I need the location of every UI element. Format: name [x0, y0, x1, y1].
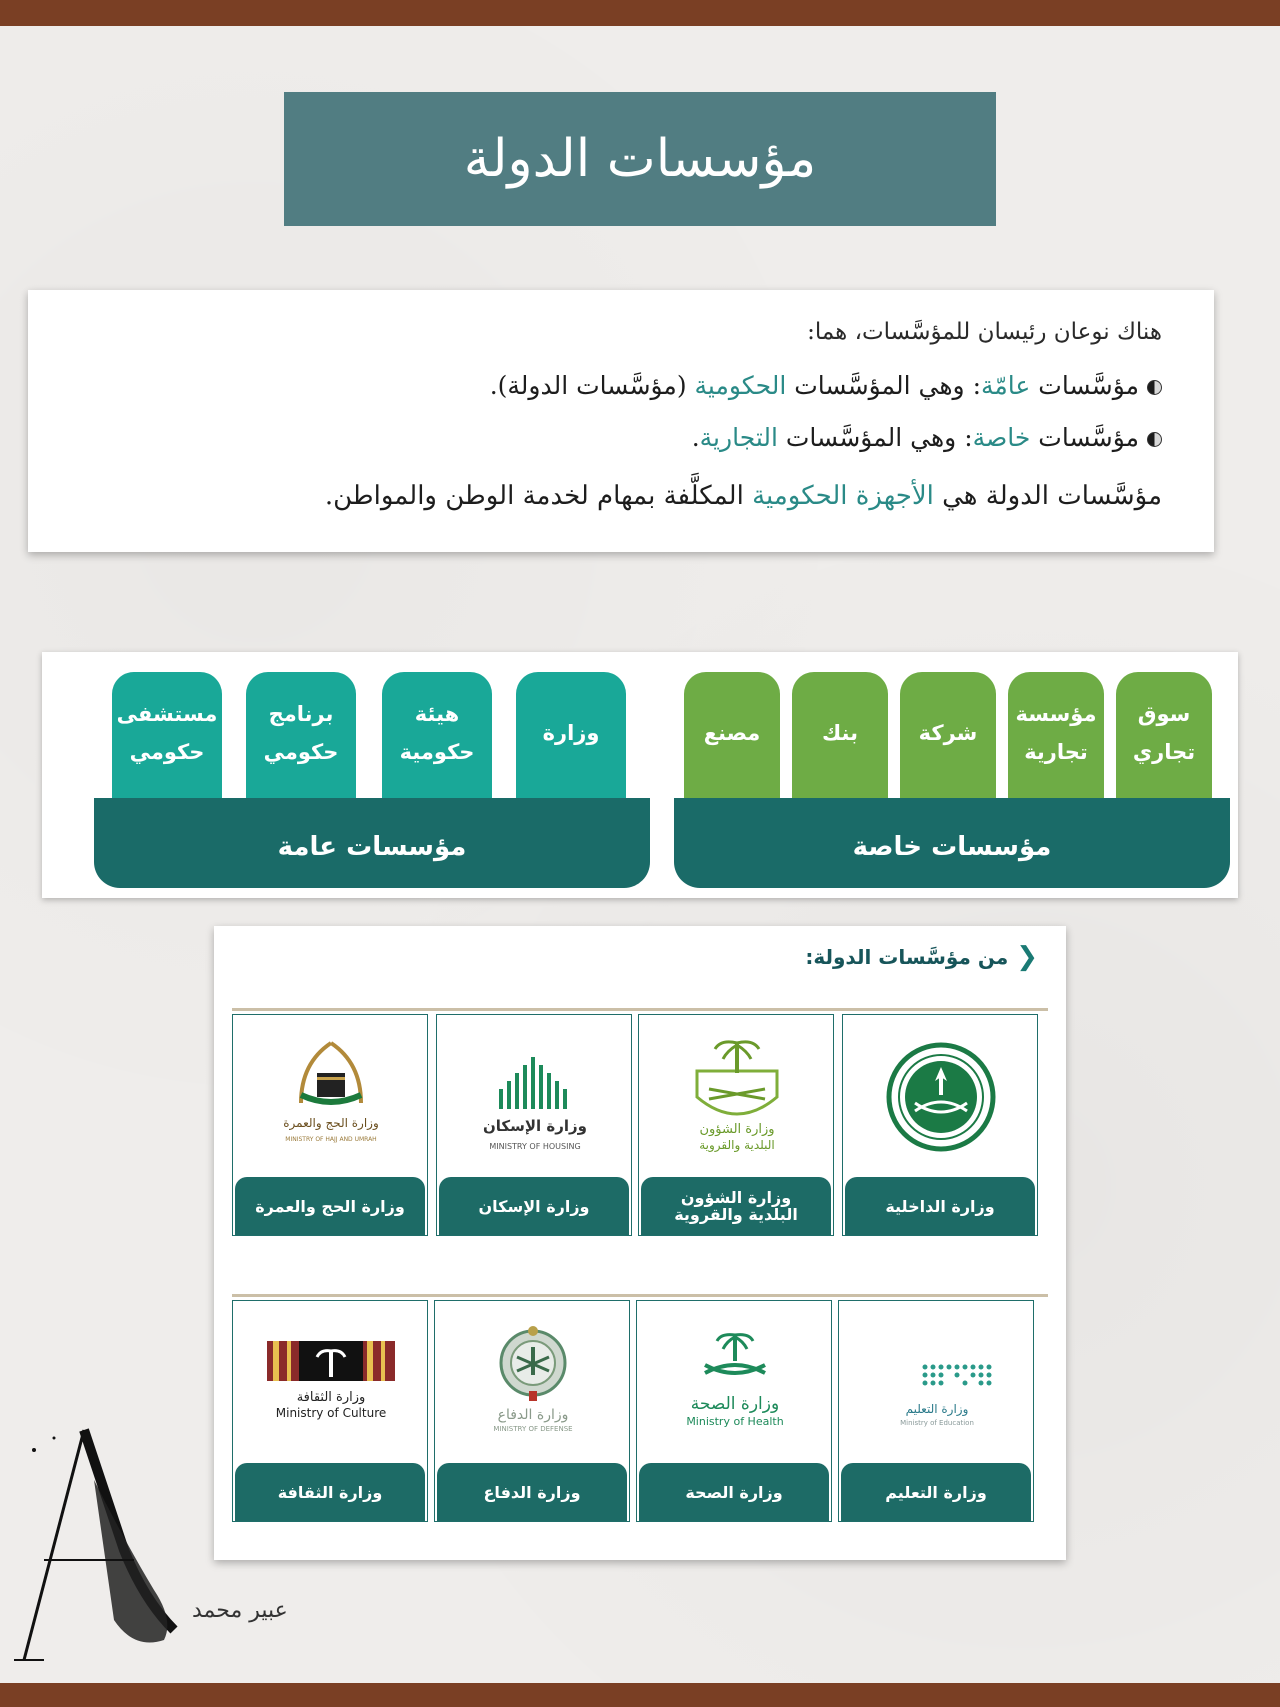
author-name: عبير محمد [192, 1598, 288, 1623]
svg-text:Ministry of Culture: Ministry of Culture [275, 1406, 387, 1420]
svg-text:وزارة الشؤون: وزارة الشؤون [699, 1122, 775, 1137]
tile-bank: بنك [792, 672, 888, 802]
svg-text:البلدية والقروية: البلدية والقروية [699, 1138, 775, 1152]
card-label: وزارة الصحة [639, 1463, 829, 1521]
tile-government-authority: هيئة حكومية [382, 672, 492, 802]
svg-text:وزارة الثقافة: وزارة الثقافة [296, 1390, 366, 1405]
tile-factory: مصنع [684, 672, 780, 802]
hajj-umrah-logo-icon [233, 1015, 427, 1175]
public-definition: مؤسَّسات عامّة: وهي المؤسَّسات الحكومية (مؤسَّسات الدولة). [80, 360, 1162, 412]
svg-text:MINISTRY OF HOUSING: MINISTRY OF HOUSING [489, 1142, 581, 1151]
public-institutions-bar: مؤسسات عامة [94, 798, 650, 888]
svg-text:Ministry of Health: Ministry of Health [686, 1415, 784, 1428]
card-label: وزارة الإسكان [439, 1177, 629, 1235]
page-title: مؤسسات الدولة [284, 92, 996, 226]
bullet-icon [1147, 432, 1162, 447]
svg-text:وزارة الحج والعمرة: وزارة الحج والعمرة [283, 1116, 379, 1130]
card-label: وزارة الداخلية [845, 1177, 1035, 1235]
tile-commercial-establishment: مؤسسة تجارية [1008, 672, 1104, 802]
card-label: وزارة الحج والعمرة [235, 1177, 425, 1235]
intro-line: هناك نوعان رئيسان للمؤسَّسات، هما: [807, 319, 1162, 345]
svg-text:وزارة التعليم: وزارة التعليم [905, 1402, 969, 1416]
intro-panel [28, 290, 1214, 552]
tile-ministry: وزارة [516, 672, 626, 802]
defense-emblem-icon [435, 1301, 629, 1461]
card-hajj-umrah [232, 1014, 428, 1236]
ministries-gallery [214, 926, 1066, 1560]
svg-text:وزارة الإسكان: وزارة الإسكان [482, 1117, 588, 1135]
card-interior [842, 1014, 1038, 1236]
card-municipal-affairs [638, 1014, 834, 1236]
card-culture [232, 1300, 428, 1522]
svg-text:MINISTRY OF DEFENSE: MINISTRY OF DEFENSE [493, 1425, 573, 1433]
tile-commercial-market: سوق تجاري [1116, 672, 1212, 802]
signature-letter-a-icon [14, 1410, 194, 1670]
tile-government-hospital: مستشفى حكومي [112, 672, 222, 802]
institutions-diagram [42, 652, 1238, 898]
svg-text:وزارة الدفاع: وزارة الدفاع [497, 1407, 569, 1423]
bullet-icon [1147, 380, 1162, 395]
card-label: وزارة الثقافة [235, 1463, 425, 1521]
interior-emblem-icon [843, 1015, 1037, 1175]
card-defense [434, 1300, 630, 1522]
card-label: وزارة التعليم [841, 1463, 1031, 1521]
chevron-left-icon: ❮ [1016, 942, 1038, 972]
housing-logo-icon [437, 1015, 631, 1175]
svg-text:MINISTRY OF HAJJ AND UMRAH: MINISTRY OF HAJJ AND UMRAH [285, 1136, 377, 1143]
municipal-affairs-logo-icon [639, 1015, 833, 1175]
svg-text:وزارة الصحة: وزارة الصحة [690, 1394, 780, 1414]
card-label: وزارة الدفاع [437, 1463, 627, 1521]
education-logo-icon [839, 1301, 1033, 1461]
gallery-heading: ❮ من مؤسَّسات الدولة: [805, 942, 1038, 972]
card-housing [436, 1014, 632, 1236]
tile-government-program: برنامج حكومي [246, 672, 356, 802]
private-definition: مؤسَّسات خاصة: وهي المؤسَّسات التجارية. [80, 412, 1162, 464]
health-logo-icon [637, 1301, 831, 1461]
tile-company: شركة [900, 672, 996, 802]
card-label: وزارة الشؤون البلدية والقروية [641, 1177, 831, 1235]
row-divider [232, 1008, 1048, 1011]
state-institutions-definition: مؤسَّسات الدولة هي الأجهزة الحكومية المكلَّفة بمهام لخدمة الوطن والمواطن. [324, 481, 1162, 511]
top-border [0, 0, 1280, 26]
culture-logo-icon [233, 1301, 427, 1461]
card-health [636, 1300, 832, 1522]
row-divider [232, 1294, 1048, 1297]
svg-text:Ministry of Education: Ministry of Education [900, 1419, 974, 1427]
private-institutions-bar: مؤسسات خاصة [674, 798, 1230, 888]
bottom-border [0, 1683, 1280, 1707]
card-education [838, 1300, 1034, 1522]
